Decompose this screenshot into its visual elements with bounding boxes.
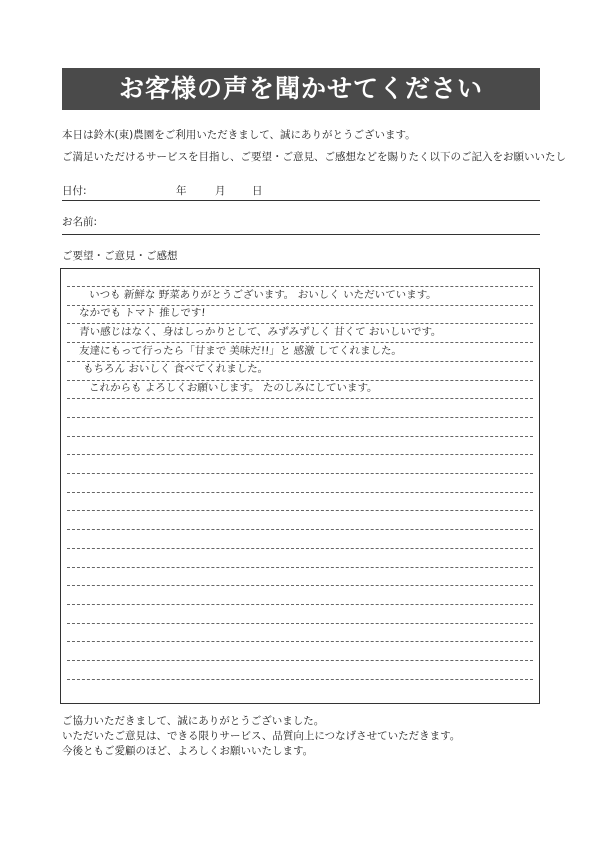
ruled-line bbox=[67, 342, 533, 343]
ruled-line bbox=[67, 305, 533, 306]
ruled-line bbox=[67, 623, 533, 624]
ruled-line bbox=[67, 398, 533, 399]
day-label: 日 bbox=[252, 185, 263, 197]
ruled-line bbox=[67, 473, 533, 474]
handwritten-line-1: いつも 新鮮な 野菜ありがとうございます。 おいしく いただいています。 bbox=[88, 289, 438, 301]
ruled-line bbox=[67, 529, 533, 530]
date-field-underline bbox=[62, 200, 540, 201]
ruled-line bbox=[67, 417, 533, 418]
intro-text-line-1: 本日は鈴木(東)農園をご利用いただきまして、誠にありがとうございます。 bbox=[62, 129, 416, 141]
year-label: 年 bbox=[176, 185, 187, 197]
ruled-line bbox=[67, 604, 533, 605]
ruled-line bbox=[67, 286, 533, 287]
footer-text-line-2: いただいたご意見は、できる限りサービス、品質向上につなげさせていただきます。 bbox=[62, 730, 461, 742]
handwritten-line-5: もちろん おいしく 食べてくれました。 bbox=[82, 363, 269, 375]
comments-box bbox=[60, 268, 540, 704]
ruled-line bbox=[67, 492, 533, 493]
handwritten-line-2: なかでも トマト 推しです! bbox=[78, 307, 206, 319]
ruled-line bbox=[67, 380, 533, 381]
name-field-underline bbox=[62, 234, 540, 235]
date-label: 日付: bbox=[62, 185, 87, 197]
ruled-line bbox=[67, 510, 533, 511]
ruled-line bbox=[67, 361, 533, 362]
intro-text-line-2: ご満足いただけるサービスを目指し、ご要望・ご意見、ご感想などを賜りたく以下のご記入をお願いいたし bbox=[62, 151, 566, 163]
handwritten-line-4: 友達にもって行ったら「甘まで 美味だ!!」と 感激 してくれました。 bbox=[78, 345, 403, 357]
ruled-line bbox=[67, 585, 533, 586]
name-label: お名前: bbox=[62, 216, 98, 228]
footer-text-line-1: ご協力いただきまして、誠にありがとうございました。 bbox=[62, 715, 325, 727]
comments-label: ご要望・ご意見・ご感想 bbox=[62, 250, 178, 262]
handwritten-line-6: これからも よろしくお願いします。 たのしみにしています。 bbox=[88, 382, 378, 394]
ruled-line bbox=[67, 454, 533, 455]
month-label: 月 bbox=[215, 185, 226, 197]
page-title: お客様の声を聞かせてください bbox=[62, 68, 540, 110]
ruled-line bbox=[67, 679, 533, 680]
ruled-line bbox=[67, 436, 533, 437]
ruled-line bbox=[67, 641, 533, 642]
footer-text-line-3: 今後ともご愛顧のほど、よろしくお願いいたします。 bbox=[62, 745, 314, 757]
ruled-line bbox=[67, 660, 533, 661]
ruled-line bbox=[67, 323, 533, 324]
handwritten-line-3: 青い感じはなく、身はしっかりとして、みずみずしく 甘くて おいしいです。 bbox=[78, 326, 442, 338]
ruled-line bbox=[67, 567, 533, 568]
ruled-line bbox=[67, 548, 533, 549]
